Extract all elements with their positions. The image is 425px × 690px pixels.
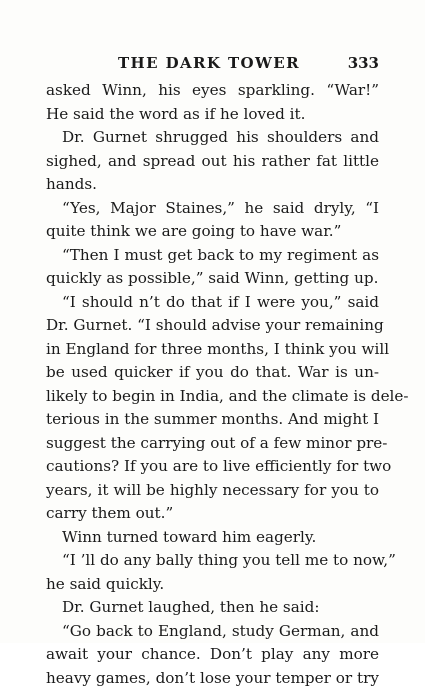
- text-line: Dr. Gurnet laughed, then he said:: [46, 596, 379, 620]
- text-line: suggest the carrying out of a few minor pre-: [46, 432, 379, 456]
- text-line: He said the word as if he loved it.: [46, 103, 379, 127]
- text-line: asked Winn, his eyes sparkling. “War!”: [46, 79, 379, 103]
- text-line: Winn turned toward him eagerly.: [46, 526, 379, 550]
- text-line: hands.: [46, 173, 379, 197]
- text-line: Dr. Gurnet shrugged his shoulders and: [46, 126, 379, 150]
- text-line: “Go back to England, study German, and: [46, 620, 379, 644]
- text-line: heavy games, don’t lose your temper or try: [46, 667, 379, 690]
- text-line: he said quickly.: [46, 573, 379, 597]
- text-line: likely to begin in India, and the climate is dele-: [46, 385, 379, 409]
- running-head: [46, 54, 379, 74]
- text-line: cautions? If you are to live efficiently for two: [46, 455, 379, 479]
- text-line: in England for three months, I think you will: [46, 338, 379, 362]
- body-text: [46, 79, 379, 690]
- text-line: quite think we are going to have war.”: [46, 220, 379, 244]
- text-line: await your chance. Don’t play any more: [46, 643, 379, 667]
- text-line: sighed, and spread out his rather fat little: [46, 150, 379, 174]
- text-line: “I should n’t do that if I were you,” said: [46, 291, 379, 315]
- text-line: “Yes, Major Staines,” he said dryly, “I: [46, 197, 379, 221]
- text-line: quickly as possible,” said Winn, getting up.: [46, 267, 379, 291]
- text-line: terious in the summer months. And might I: [46, 408, 379, 432]
- text-line: Dr. Gurnet. “I should advise your remaining: [46, 314, 379, 338]
- text-line: “I ’ll do any bally thing you tell me to now,”: [46, 549, 379, 573]
- text-line: years, it will be highly necessary for you to: [46, 479, 379, 503]
- running-title: THE DARK TOWER: [118, 54, 300, 72]
- page-number: 333: [348, 54, 379, 72]
- text-line: “Then I must get back to my regiment as: [46, 244, 379, 268]
- text-line: carry them out.”: [46, 502, 379, 526]
- text-line: be used quicker if you do that. War is un-: [46, 361, 379, 385]
